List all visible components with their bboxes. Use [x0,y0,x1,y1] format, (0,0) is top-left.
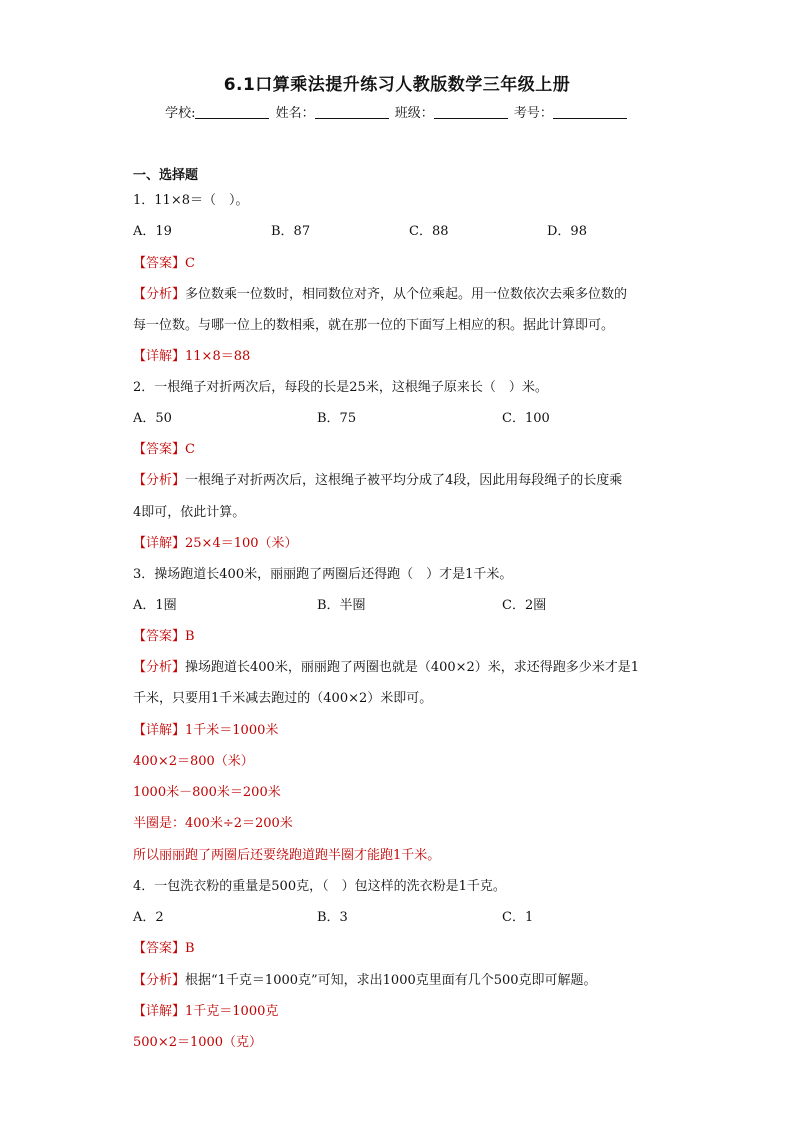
q2-stem: 2．一根绳子对折两次后，每段的长是25米，这根绳子原来长（ ）米。 [133,380,548,395]
name-label: 姓名： [275,106,315,121]
q3-analysis-text-1: 操场跑道长400米，丽丽跑了两圈也就是（400×2）米，求还得跑多少米才是1 [185,660,640,675]
q3-analysis [133,659,639,677]
answer-tag: 【答案】 [133,256,186,271]
q3-detail-line-4: 所以丽丽跑了两圈后还要绕跑道跑半圈才能跑1千米。 [133,848,441,863]
analysis-tag: 【分析】 [133,660,186,675]
q2-option-b: B．75 [317,411,357,426]
q3-option-a: A．1圈 [133,598,177,613]
q1-answer-value: C [185,256,195,271]
q1-analysis-text-1: 多位数乘一位数时，相同数位对齐，从个位乘起。用一位数依次去乘多位数的 [185,287,628,302]
analysis-tag: 【分析】 [133,287,186,302]
q2-answer-value: C [185,442,195,457]
q1-detail-text: 11×8＝88 [185,349,251,364]
q1-detail [133,348,250,366]
detail-tag: 【详解】 [133,723,186,738]
answer-tag: 【答案】 [133,941,186,956]
number-label: 考号： [513,106,553,121]
q4-detail-text: 1千克＝1000克 [185,1004,279,1019]
section-title: 一、选择题 [133,168,199,183]
q2-analysis-text-2: 4即可，依此计算。 [133,505,246,520]
q3-option-b: B．半圈 [317,598,366,613]
detail-tag: 【详解】 [133,349,186,364]
q3-detail-line-1: 400×2＝800（米） [133,754,254,769]
q2-answer [133,441,195,459]
q3-detail-line-3: 半圈是：400米÷2＝200米 [133,816,293,831]
class-blank [434,104,508,119]
q3-answer [133,628,195,646]
q2-option-c: C．100 [502,411,550,426]
q3-detail [133,722,278,740]
q3-detail-text: 1千米＝1000米 [185,723,279,738]
q3-stem: 3．操场跑道长400米，丽丽跑了两圈后还得跑（ ）才是1千米。 [133,567,513,582]
analysis-tag: 【分析】 [133,473,186,488]
school-label: 学校: [165,106,196,121]
class-label: 班级： [394,106,434,121]
school-blank [195,104,269,119]
document-title: 6.1口算乘法提升练习人教版数学三年级上册 [223,75,571,95]
q2-analysis [133,472,622,490]
analysis-tag: 【分析】 [133,973,186,988]
q4-answer [133,940,195,958]
name-blank [315,104,389,119]
q4-answer-value: B [185,941,195,956]
q1-stem: 1．11×8＝（ ）。 [133,193,249,208]
q2-option-a: A．50 [133,411,172,426]
q3-detail-line-2: 1000米－800米＝200米 [133,785,281,800]
student-info-line [0,102,794,121]
q4-detail [133,1003,278,1021]
q4-analysis-text-1: 根据“1千克＝1000克”可知，求出1000克里面有几个500克即可解题。 [185,973,597,988]
q2-detail-text: 25×4＝100（米） [185,536,298,551]
q1-analysis [133,286,627,304]
q4-option-a: A．2 [133,910,164,925]
q4-analysis [133,972,597,990]
q3-option-c: C．2圈 [502,598,547,613]
q2-analysis-text-1: 一根绳子对折两次后，这根绳子被平均分成了4段，因此用每段绳子的长度乘 [185,473,623,488]
q4-detail-line-1: 500×2＝1000（克） [133,1035,263,1050]
q3-analysis-text-2: 千米，只要用1千米减去跑过的（400×2）米即可。 [133,691,433,706]
q1-option-a: A．19 [133,224,172,239]
detail-tag: 【详解】 [133,536,186,551]
q1-option-c: C．88 [409,224,449,239]
answer-tag: 【答案】 [133,442,186,457]
q4-option-b: B．3 [317,910,348,925]
q1-analysis-text-2: 每一位数。与哪一位上的数相乘，就在那一位的下面写上相应的积。据此计算即可。 [133,318,615,333]
q1-option-b: B．87 [271,224,311,239]
number-blank [553,104,627,119]
q2-detail [133,535,298,553]
q4-option-c: C．1 [502,910,534,925]
q4-stem: 4．一包洗衣粉的重量是500克，（ ）包这样的洗衣粉是1千克。 [133,879,506,894]
answer-tag: 【答案】 [133,629,186,644]
detail-tag: 【详解】 [133,1004,186,1019]
q1-answer [133,255,195,273]
q1-option-d: D．98 [547,224,587,239]
q3-answer-value: B [185,629,195,644]
